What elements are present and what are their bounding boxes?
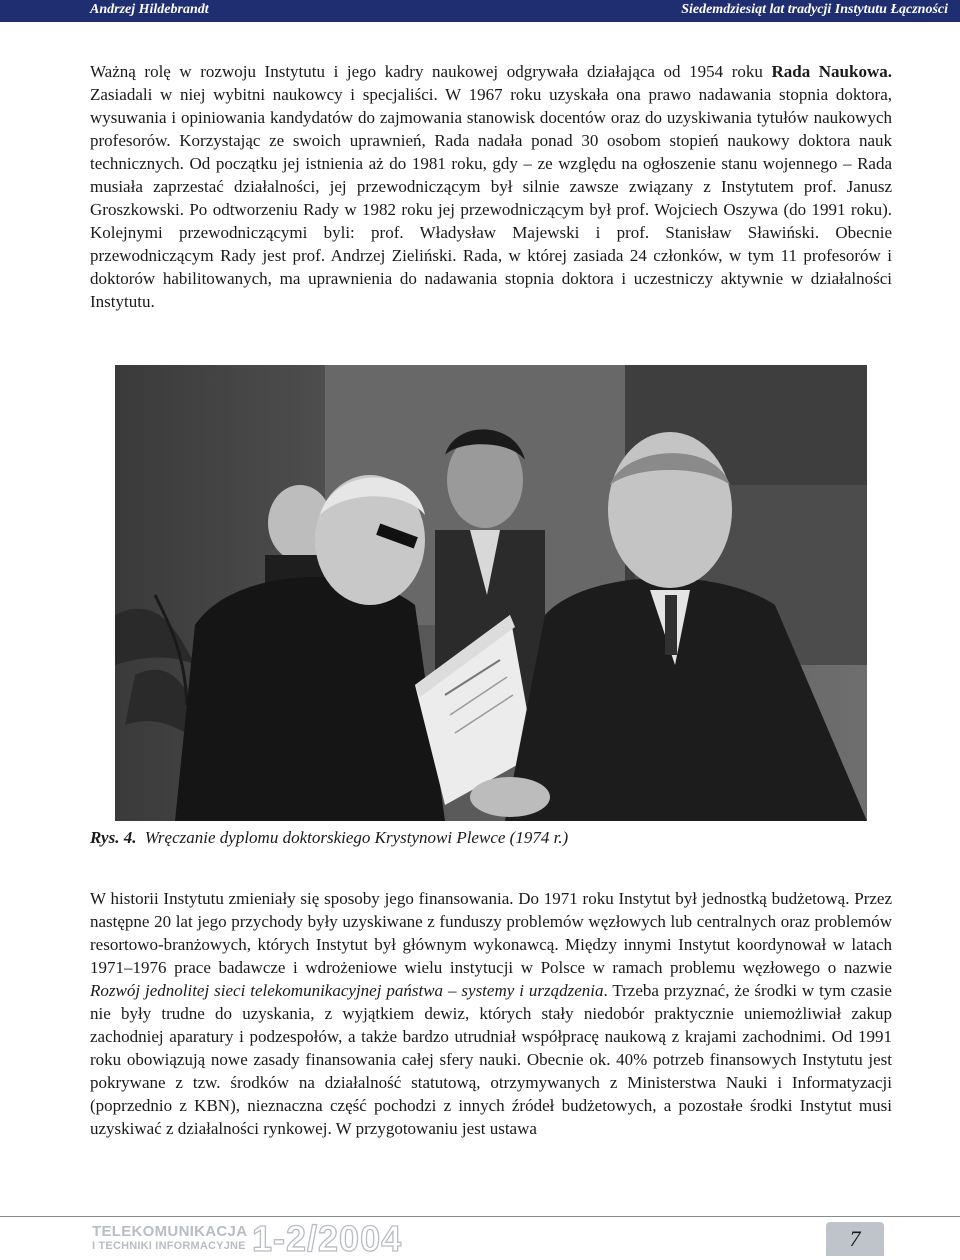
journal-brand bbox=[92, 1225, 247, 1253]
issue-number: 1-2/2004 bbox=[252, 1218, 403, 1259]
photo-illustration bbox=[115, 365, 867, 821]
paragraph2-italic: Rozwój jednolitej sieci telekomunikacyjnej państwa – systemy i urządzenia bbox=[90, 981, 604, 1000]
figure-caption-text: Wręczanie dyplomu doktorskiego Krystynowi Plewce (1974 r.) bbox=[144, 828, 569, 847]
photo-diploma-ceremony bbox=[115, 365, 867, 821]
journal-name-line2: I TECHNIKI INFORMACYJNE bbox=[92, 1240, 246, 1252]
paragraph-finansowanie bbox=[90, 887, 892, 1140]
paragraph2-text-b: . Trzeba przyznać, że środki w tym czasie nie były trudne do uzyskania, z wyjątkiem dewiz, których stały niedobór praktycznie uniemożliwiał zakup zachodniej aparatury i podzespołów, a także bardzo utrudniał współpracę naukową z krajami zachodnimi. Od 1991 roku obowiązują nowe zasady finansowania całej sfery nauki. Obecnie ok. 40% potrzeb finansowych Instytutu jest pokrywane z tzw. środków na działalność statutową, otrzymywanych z Ministerstwa Nauki i Informatyzacji (poprzednio z KBN), nieznaczna część pochodzi z innych źródeł budżetowych, a pozostałe środki Instytut musi uzyskiwać z działalności rynkowej. W przygotowaniu jest ustawa bbox=[90, 981, 892, 1138]
paragraph1-text-b: Zasiadali w niej wybitni naukowcy i specjaliści. W 1967 roku uzyskała ona prawo nadawania stopnia doktora, wysuwania i opiniowania kandydatów do zajmowania stanowisk docentów oraz do uzyskiwania tytułów naukowych profesorów. Korzystając ze swoich uprawnień, Rada nadała ponad 30 osobom stopień naukowy doktora nauk technicznych. Od początku jej istnienia aż do 1981 roku, gdy – ze względu na ogłoszenie stanu wojennego – Rada musiała zaprzestać działalności, jej przewodniczącym był silnie zawsze związany z Instytutem prof. Janusz Groszkowski. Po odtworzeniu Rady w 1982 roku jej przewodniczącym był prof. Wojciech Oszywa (do 1991 roku). Kolejnymi przewodniczącymi byli: prof. Władysław Majewski i prof. Stanisław Sławiński. Obecnie przewodniczącym Rady jest prof. Andrzej Zieliński. Rada, w której zasiada 24 członków, w tym 11 profesorów i doktorów habilitowanych, ma uprawnienia do nadawania stopnia doktora i uczestniczy aktywnie w działalności Instytutu. bbox=[90, 85, 892, 311]
page-number: 7 bbox=[849, 1226, 861, 1251]
header-author: Andrzej Hildebrandt bbox=[90, 2, 209, 17]
paragraph1-bold: Rada Naukowa. bbox=[771, 62, 892, 81]
figure-caption bbox=[90, 826, 890, 849]
figure-label: Rys. 4. bbox=[90, 828, 137, 847]
paragraph2-text-a: W historii Instytutu zmieniały się sposoby jego finansowania. Do 1971 roku Instytut był jednostką budżetową. Przez następne 20 lat jego przychody były uzyskiwane z funduszy problemów węzłowych lub centralnych oraz problemów resortowo-branżowych, których Instytut był głównym wykonawcą. Między innymi Instytut koordynował w latach 1971–1976 prace badawcze i wdrożeniowe wielu instytucji w Polsce w ramach problemu węzłowego o nazwie bbox=[90, 889, 892, 977]
running-header bbox=[0, 0, 960, 22]
paragraph1-text-a: Ważną rolę w rozwoju Instytutu i jego kadry naukowej odgrywała działająca od 1954 roku bbox=[90, 62, 772, 81]
journal-name-line1: TELEKOMUNIKACJA bbox=[92, 1223, 248, 1240]
paragraph-rada-naukowa bbox=[90, 60, 892, 313]
page-number-badge bbox=[826, 1222, 884, 1256]
footer-divider bbox=[0, 1216, 960, 1217]
header-title: Siedemdziesiąt lat tradycji Instytutu Łączności bbox=[681, 2, 948, 17]
